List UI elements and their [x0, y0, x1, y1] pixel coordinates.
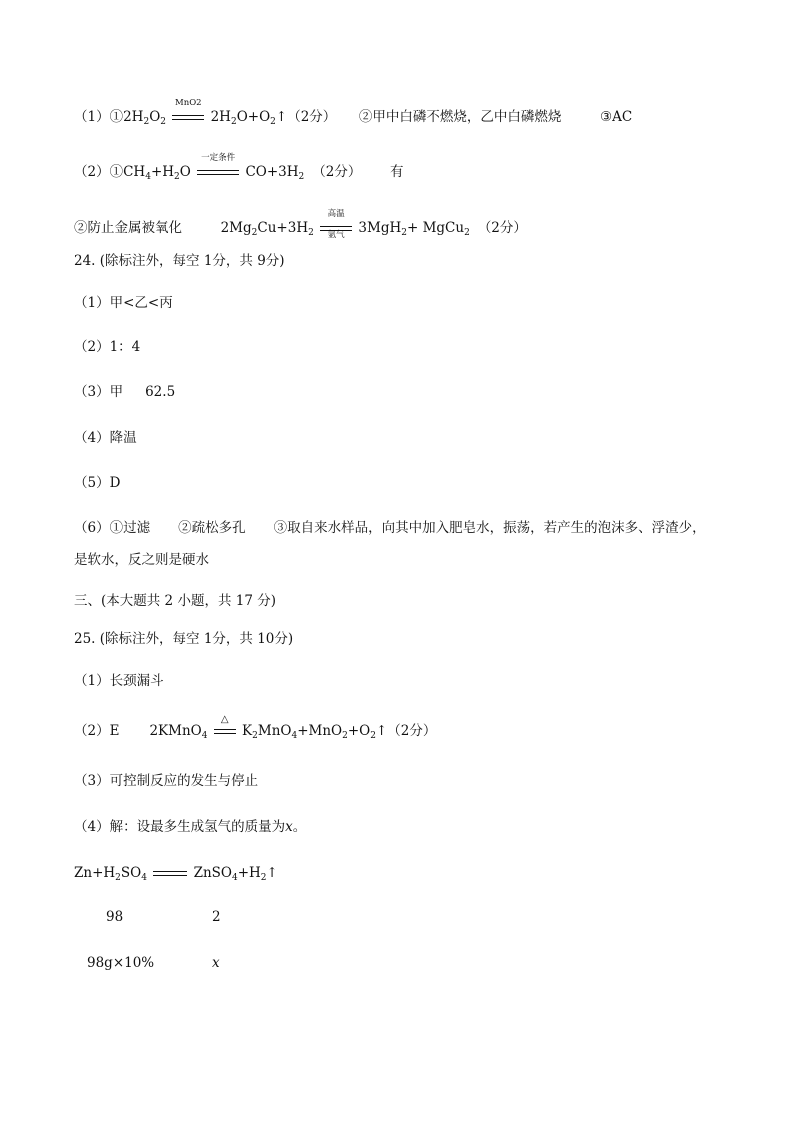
text: ③AC	[599, 109, 633, 125]
text: 有	[389, 164, 404, 180]
sub: 2	[160, 117, 166, 127]
text: O	[179, 164, 191, 180]
answer-25-4	[74, 818, 306, 836]
question-25-header: 25. (除标注外，每空 1分，共 10分)	[74, 631, 294, 647]
reaction-condition	[197, 153, 239, 181]
sub: 2	[342, 731, 348, 741]
text: ↑	[266, 865, 278, 881]
condition-label: 氩气	[327, 230, 345, 240]
answer-24-3	[74, 383, 175, 401]
given-mass: 98g×10%	[87, 955, 155, 971]
equals-bar	[172, 115, 204, 120]
text: 2Mg	[220, 220, 252, 236]
reaction-condition	[320, 209, 352, 240]
question-24-header: 24. (除标注外，每空 1分，共 9分)	[74, 253, 285, 269]
sub: 2	[174, 172, 180, 182]
answer-25-3: （3）可控制反应的发生与停止	[74, 773, 259, 789]
sub: 2	[230, 117, 237, 127]
text: + MgCu	[406, 220, 465, 236]
answer-23-2b	[74, 209, 527, 240]
equals-bar	[197, 170, 239, 175]
equals-bar	[214, 729, 236, 734]
text: 2KMnO	[149, 723, 202, 739]
text: K	[242, 723, 253, 739]
sub: 2	[143, 117, 150, 127]
text: +MnO	[297, 723, 343, 739]
text: （2）E	[74, 723, 120, 739]
relative-mass-98: 98	[106, 909, 124, 925]
answer-24-4: （4）降温	[74, 430, 137, 446]
text: （6）①过滤	[74, 520, 151, 536]
sub: 4	[141, 873, 147, 883]
answer-24-5: （5）D	[74, 475, 121, 491]
sub: 2	[260, 873, 267, 883]
answer-24-6	[74, 519, 706, 537]
text: （2）①CH	[74, 164, 146, 180]
text: O	[149, 109, 161, 125]
text: （3）甲	[74, 384, 124, 400]
equals-sign	[153, 864, 187, 882]
sub: 2	[251, 228, 258, 238]
text: ②甲中白磷不燃烧，乙中白磷燃烧	[358, 109, 562, 125]
text: Zn+H	[74, 865, 116, 881]
sub: 2	[270, 117, 276, 127]
equals-bar	[153, 871, 187, 876]
text: 2H	[210, 109, 231, 125]
sub: 4	[231, 873, 238, 883]
answer-24-2: （2）1：4	[74, 339, 141, 355]
reaction-condition	[214, 714, 236, 740]
text: 。	[292, 819, 307, 835]
sub: 2	[308, 228, 314, 238]
heat-symbol: △	[220, 714, 229, 725]
sub: 2	[464, 228, 470, 238]
text: SO	[120, 865, 142, 881]
sub: 2	[370, 731, 376, 741]
sub: 2	[252, 731, 258, 741]
text: 62.5	[145, 384, 176, 400]
sub: 4	[145, 172, 151, 182]
answer-25-2	[74, 714, 437, 741]
text: ↑（2分）	[275, 109, 337, 125]
sub: 4	[201, 731, 208, 741]
text: 3MgH	[358, 220, 402, 236]
text: +H	[237, 865, 261, 881]
condition-label: 高温	[327, 209, 345, 219]
text: +H	[150, 164, 175, 180]
chemical-equation	[74, 864, 278, 882]
text: （4）解：设最多生成氢气的质量为	[74, 819, 286, 835]
sub: 2	[298, 172, 305, 182]
section-3-header: 三、(本大题共 2 小题，共 17 分)	[74, 593, 276, 609]
text: ↑（2分）	[375, 723, 437, 739]
answer-24-1: （1）甲<乙<丙	[74, 295, 173, 311]
text: （1）①2H	[74, 109, 144, 125]
reaction-condition	[172, 98, 204, 126]
text: ZnSO	[193, 865, 232, 881]
text: Cu+3H	[257, 220, 309, 236]
text: ③取自来水样品，向其中加入肥皂水，振荡，若产生的泡沫多、浮渣少，	[273, 520, 706, 536]
answer-23-2	[74, 153, 404, 182]
sub: 4	[291, 731, 298, 741]
text: CO+3H	[245, 164, 299, 180]
answer-23-1	[74, 98, 633, 127]
variable: x	[285, 819, 293, 835]
sub: 2	[401, 228, 407, 238]
text: （2分）	[477, 220, 527, 236]
relative-mass-2: 2	[212, 909, 221, 925]
text: O+O	[236, 109, 271, 125]
condition-label: 一定条件	[201, 153, 236, 163]
answer-24-6-cont: 是软水，反之则是硬水	[74, 552, 209, 568]
text: ②防止金属被氧化	[74, 220, 182, 236]
answer-25-1: （1）长颈漏斗	[74, 673, 164, 689]
text: （2分）	[312, 164, 362, 180]
condition-label: MnO2	[175, 98, 202, 108]
text: MnO	[257, 723, 292, 739]
sub: 2	[115, 873, 121, 883]
unknown-x: x	[212, 955, 220, 971]
text: +O	[347, 723, 371, 739]
text: ②疏松多孔	[178, 520, 246, 536]
